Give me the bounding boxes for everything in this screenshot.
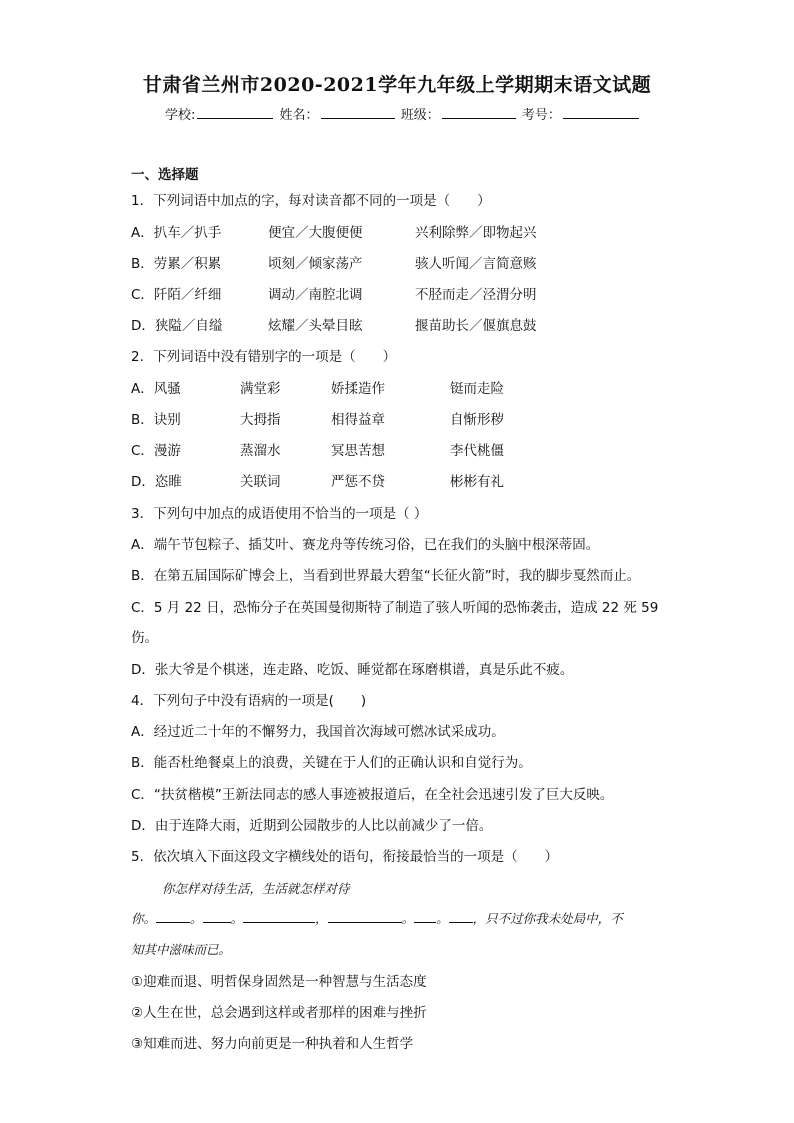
q5-blank-2[interactable] xyxy=(203,910,231,923)
q2-option-c-4: 李代桃僵 xyxy=(450,443,504,459)
q3-option-b: B．在第五届国际矿博会上，当看到世界最大碧玺“长征火箭”时，我的脚步戛然而止。 xyxy=(131,568,641,584)
q2-option-d-1: D．恣睢 xyxy=(131,474,182,490)
q1-option-c-1: C．阡陌／纤细 xyxy=(131,287,222,303)
class-blank[interactable] xyxy=(442,106,516,119)
q1-option-a-3: 兴利除弊／即物起兴 xyxy=(415,225,537,241)
q5-blank-6[interactable] xyxy=(449,910,473,923)
q1-option-a-2: 便宜／大腹便便 xyxy=(268,225,363,241)
exam-title: 甘肃省兰州市2020-2021学年九年级上学期期末语文试题 xyxy=(142,74,652,96)
school-label: 学校: xyxy=(165,108,196,123)
q5-blank-3[interactable] xyxy=(243,910,315,923)
question-5-stem: 5．依次填入下面这段文字横线处的语句，衔接最恰当的一项是（ ） xyxy=(131,849,559,865)
q2-option-a-2: 满堂彩 xyxy=(240,381,281,397)
q4-option-a: A．经过近二十年的不懈努力，我国首次海域可燃冰试采成功。 xyxy=(131,724,505,740)
q1-option-b-1: B．劳累／积累 xyxy=(131,256,222,272)
name-label: 姓名： xyxy=(279,108,319,123)
q3-option-c-continued: 伤。 xyxy=(131,630,158,646)
q4-option-d: D．由于连降大雨，近期到公园散步的人比以前减少了一倍。 xyxy=(131,818,493,834)
class-label: 班级： xyxy=(400,108,440,123)
q2-option-d-2: 关联词 xyxy=(240,474,281,490)
q5-blank-4[interactable] xyxy=(328,910,402,923)
q2-option-c-1: C．漫游 xyxy=(131,443,181,459)
q5-passage-line-1: 你怎样对待生活，生活就怎样对待 xyxy=(162,881,350,896)
q3-option-d: D．张大爷是个棋迷，连走路、吃饭、睡觉都在琢磨棋谱，真是乐此不疲。 xyxy=(131,662,574,678)
school-blank[interactable] xyxy=(197,106,273,119)
q2-option-a-4: 铤而走险 xyxy=(450,381,504,397)
question-4-stem: 4．下列句子中没有语病的一项是( ) xyxy=(131,693,367,709)
q2-option-a-1: A．风骚 xyxy=(131,381,181,397)
section-heading: 一、选择题 xyxy=(131,167,199,183)
q2-option-b-2: 大拇指 xyxy=(240,412,281,428)
q2-option-b-4: 自惭形秽 xyxy=(450,412,504,428)
question-1-stem: 1．下列词语中加点的字，每对读音都不同的一项是（ ） xyxy=(131,193,491,209)
q2-option-d-3: 严惩不贷 xyxy=(331,474,385,490)
q3-option-a: A．端午节包粽子、插艾叶、赛龙舟等传统习俗，已在我们的头脑中根深蒂固。 xyxy=(131,537,600,553)
q2-option-b-3: 相得益章 xyxy=(331,412,385,428)
q4-option-b: B．能否杜绝餐桌上的浪费，关键在于人们的正确认识和自觉行为。 xyxy=(131,755,532,771)
q5-blank-5[interactable] xyxy=(414,910,436,923)
q5-item-2: ②人生在世，总会遇到这样或者那样的困难与挫折 xyxy=(131,1005,427,1021)
q5-passage-line-3: 知其中滋味而已。 xyxy=(131,942,232,957)
q1-option-a-1: A．扒车／扒手 xyxy=(131,225,222,241)
q1-option-c-3: 不胫而走／泾渭分明 xyxy=(415,287,537,303)
q2-option-b-1: B．诀别 xyxy=(131,412,181,428)
q5-item-3: ③知难而进、努力向前更是一种执着和人生哲学 xyxy=(131,1036,414,1052)
q5-blank-1[interactable] xyxy=(156,910,190,923)
question-3-stem: 3．下列句中加点的成语使用不恰当的一项是（ ） xyxy=(131,506,428,522)
exam-no-label: 考号： xyxy=(521,108,561,123)
q5-passage-end: ，只不过你我未处局中，不 xyxy=(472,911,623,926)
q1-option-d-1: D．狭隘／自缢 xyxy=(131,318,223,334)
q5-passage-start: 你。 xyxy=(131,911,157,926)
q5-passage-line-2: 你。 。 。 ， 。 。 ，只不过你我未处局中，不 xyxy=(131,911,623,926)
q2-option-a-3: 娇揉造作 xyxy=(331,381,385,397)
q1-option-b-3: 骇人听闻／言简意赅 xyxy=(415,256,537,272)
q2-option-c-2: 蒸溜水 xyxy=(240,443,281,459)
q1-option-d-3: 揠苗助长／偃旗息鼓 xyxy=(415,318,537,334)
q2-option-c-3: 冥思苦想 xyxy=(331,443,385,459)
exam-no-blank[interactable] xyxy=(563,106,639,119)
q1-option-b-2: 顷刻／倾家荡产 xyxy=(268,256,363,272)
q4-option-c: C．“扶贫楷模”王新法同志的感人事迹被报道后，在全社会迅速引发了巨大反映。 xyxy=(131,787,614,803)
name-blank[interactable] xyxy=(321,106,395,119)
q1-option-c-2: 调动／南腔北调 xyxy=(268,287,363,303)
q5-item-1: ①迎难而退、明哲保身固然是一种智慧与生活态度 xyxy=(131,974,427,990)
q2-option-d-4: 彬彬有礼 xyxy=(450,474,504,490)
q3-option-c: C．5 月 22 日，恐怖分子在英国曼彻斯特了制造了骇人听闻的恐怖袭击，造成 22 死 59 xyxy=(131,600,659,616)
student-info-row xyxy=(165,104,641,123)
question-2-stem: 2．下列词语中没有错别字的一项是（ ） xyxy=(131,349,397,365)
q1-option-d-2: 炫耀／头晕目眩 xyxy=(268,318,363,334)
